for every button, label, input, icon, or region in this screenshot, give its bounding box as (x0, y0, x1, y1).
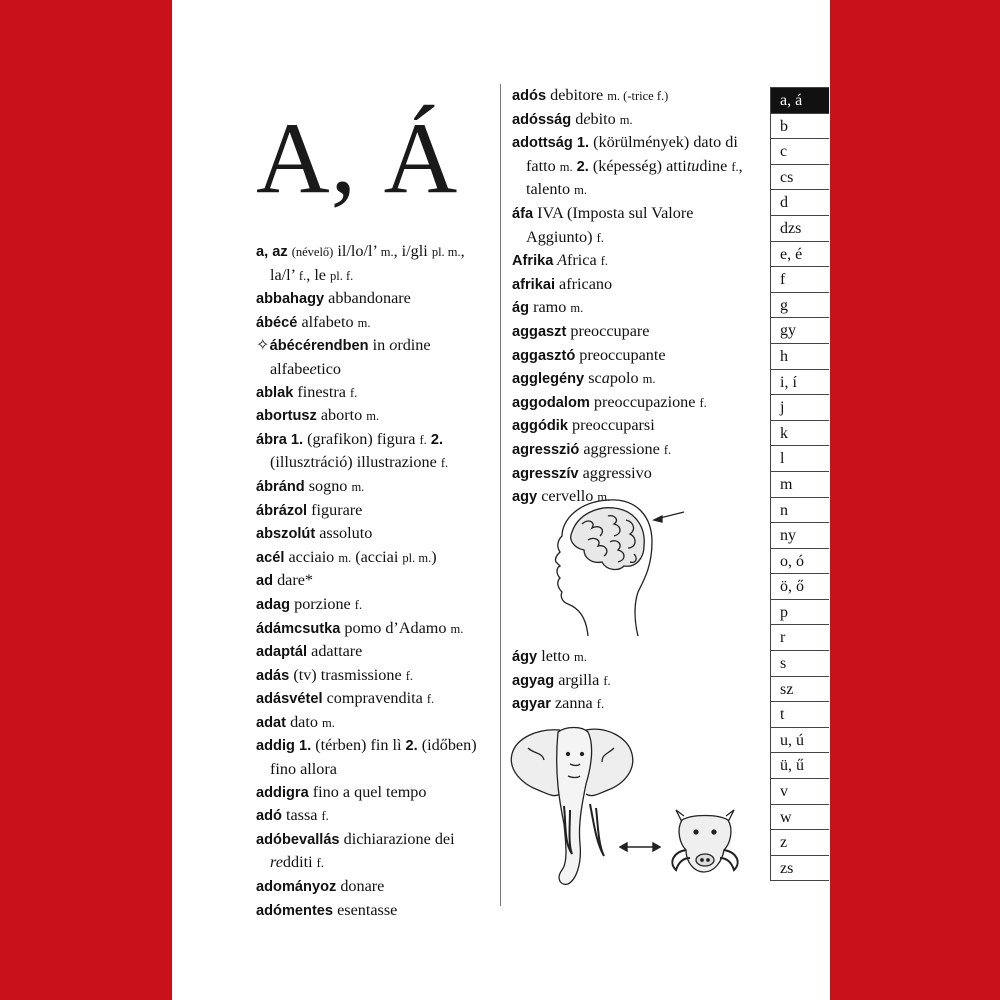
index-tab[interactable]: ny (771, 523, 829, 549)
index-tab[interactable]: l (771, 446, 829, 472)
entry: adat dato m. (256, 712, 335, 731)
entry: addig 1. (térben) fin lì 2. (időben) fino allora (256, 736, 477, 779)
entry: adómentes esentasse (256, 900, 398, 919)
entry: agresszió aggressione f. (512, 439, 672, 458)
index-tab[interactable]: t (771, 702, 829, 728)
index-tab[interactable]: v (771, 779, 829, 805)
index-tab[interactable]: sz (771, 677, 829, 703)
entry: ádámcsutka pomo d’Adamo m. (256, 618, 464, 637)
diamond-icon: ✧ (256, 336, 270, 355)
index-tab[interactable]: u, ú (771, 728, 829, 754)
index-tab[interactable]: d (771, 190, 829, 216)
entry: Afrika Africa f. (512, 251, 609, 270)
index-tab[interactable]: g (771, 293, 829, 319)
entry: adó tassa f. (256, 806, 329, 825)
entry: ✧ábécérendben in ordine alfabeetico (256, 336, 431, 378)
entry: adósság debito m. (512, 109, 633, 128)
entry: adományoz donare (256, 877, 385, 896)
column-divider (500, 84, 501, 906)
entry: agglegény scapolo m. (512, 369, 656, 388)
index-tab[interactable]: ö, ő (771, 574, 829, 600)
entry: addigra fino a quel tempo (256, 782, 427, 801)
entry: adásvétel compravendita f. (256, 689, 435, 708)
elephant-head-illustration (508, 724, 638, 890)
index-tab[interactable]: ü, ű (771, 753, 829, 779)
entry: aggodalom preoccupazione f. (512, 392, 707, 411)
entry: ad dare* (256, 571, 314, 590)
index-tab[interactable]: dzs (771, 216, 829, 242)
entry: aggaszt preoccupare (512, 321, 650, 340)
index-tab[interactable]: m (771, 472, 829, 498)
entry: abbahagy abbandonare (256, 289, 411, 308)
left-column (256, 240, 490, 922)
entry: adottság 1. (körülmények) dato di fatto m. 2. (képesség) attitudine f., talento m. (512, 133, 743, 199)
index-tab[interactable]: i, í (771, 370, 829, 396)
index-tab[interactable]: b (771, 114, 829, 140)
index-tab[interactable]: f (771, 267, 829, 293)
entry: áfa IVA (Imposta sul Valore Aggiunto) f. (512, 203, 694, 246)
entry: ábránd sogno m. (256, 476, 365, 495)
head-brain-illustration (548, 496, 688, 640)
warthog-head-illustration (664, 808, 746, 878)
entry: ábrázol figurare (256, 500, 363, 519)
entry: agyar zanna f. (512, 694, 605, 713)
index-tab[interactable]: zs (771, 856, 829, 882)
entry: ábra 1. (grafikon) figura f. 2. (illusztráció) illustrazione f. (256, 429, 449, 472)
section-heading: A, Á (256, 102, 459, 215)
index-tab[interactable]: cs (771, 165, 829, 191)
right-column (512, 84, 752, 509)
index-tab[interactable]: n (771, 498, 829, 524)
index-tab[interactable]: z (771, 830, 829, 856)
entry: acél acciaio m. (acciai pl. m.) (256, 547, 437, 566)
entry: agyag argilla f. (512, 670, 611, 689)
alphabet-index (770, 87, 829, 881)
index-tab[interactable]: gy (771, 318, 829, 344)
entry: abszolút assoluto (256, 524, 373, 543)
index-tab[interactable]: e, é (771, 242, 829, 268)
entry: adag porzione f. (256, 594, 363, 613)
entry: aggódik preoccuparsi (512, 416, 655, 435)
index-tab[interactable]: j (771, 395, 829, 421)
index-tab[interactable]: h (771, 344, 829, 370)
entry: agresszív aggressivo (512, 463, 652, 482)
entry: abortusz aborto m. (256, 406, 380, 425)
index-tab[interactable]: w (771, 805, 829, 831)
index-tab[interactable]: o, ó (771, 549, 829, 575)
entry: adás (tv) trasmissione f. (256, 665, 414, 684)
index-tab[interactable]: k (771, 421, 829, 447)
entry: ablak finestra f. (256, 382, 358, 401)
entry: afrikai africano (512, 274, 613, 293)
index-tab[interactable]: a, á (771, 88, 829, 114)
entry: ág ramo m. (512, 298, 584, 317)
index-tab[interactable]: c (771, 139, 829, 165)
entry: adaptál adattare (256, 642, 363, 661)
entry: adóbevallás dichiarazione dei redditi f. (256, 829, 455, 872)
entry: a, az (névelő) il/lo/l’ m., i/gli pl. m., la/l’ f., le pl. f. (256, 242, 465, 284)
index-tab[interactable]: r (771, 625, 829, 651)
double-arrow-icon (618, 840, 662, 854)
entry: adós debitore m. (-trice f.) (512, 86, 669, 104)
right-column-lower (512, 645, 752, 716)
entry: agy cervello m. (512, 487, 611, 506)
entry: ábécé alfabeto m. (256, 312, 371, 331)
entry: ágy letto m. (512, 647, 587, 665)
index-tab[interactable]: s (771, 651, 829, 677)
entry: aggasztó preoccupante (512, 345, 666, 364)
index-tab[interactable]: p (771, 600, 829, 626)
